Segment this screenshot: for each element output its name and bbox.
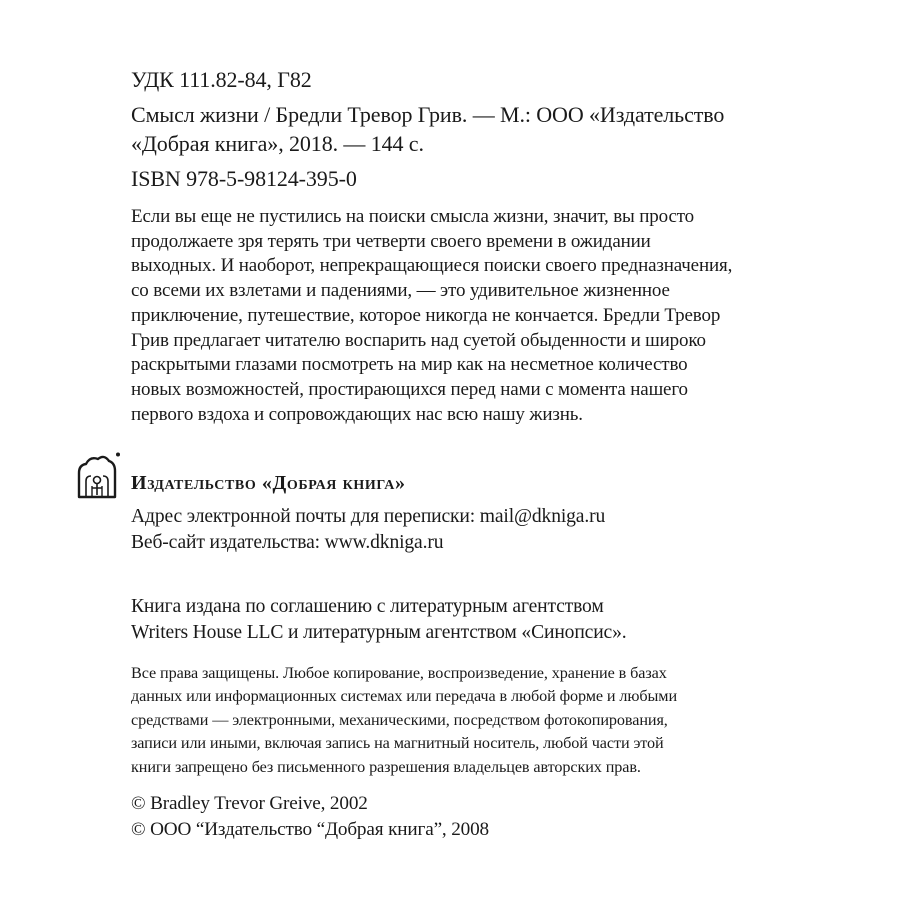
annotation-line: новых возможностей, простирающихся перед нами с момента нашего [131,378,688,400]
annotation-line: продолжаете зря терять три четверти своего времени в ожидании [131,230,651,252]
citation-block [131,100,851,158]
publisher-logo-icon [74,451,120,499]
isbn-line: ISBN 978-5-98124-395-0 [131,166,357,191]
publisher-name-block [131,470,851,496]
publisher-contacts [131,504,851,556]
rights-line: Все права защищены. Любое копирование, воспроизведение, хранение в базах [131,664,667,682]
isbn-block [131,164,851,193]
rights-line: книги запрещено без письменного разрешения владельцев авторских прав. [131,757,641,776]
imprint-block [131,65,851,94]
publisher-name: Издательство «Добрая книга» [131,472,406,494]
annotation-line: выходных. И наоборот, непрекращающиеся поиски своего предназначения, [131,255,733,277]
rights-line: записи или иными, включая запись на магнитный носитель, любой части этой [131,734,664,753]
agreement-line: Книга издана по соглашению с литературным агентством [131,596,604,617]
annotation-line: приключение, путешествие, которое никогда не кончается. Бредли Тревор [131,304,721,326]
citation-line: «Добрая книга», 2018. — 144 с. [131,131,424,156]
citation-line: Смысл жизни / Бредли Тревор Грив. — М.: ООО «Издательство [131,102,725,127]
rights-line: данных или информационных системах или передача в любой форме и любыми [131,687,678,706]
copyright-line: © Bradley Trevor Greive, 2002 [131,793,368,814]
agreement-paragraph [131,594,851,646]
copyright-line: © ООО “Издательство “Добрая книга”, 2008 [131,819,489,840]
rights-line: средствами — электронными, механическими, посредством фотокопирования, [131,710,668,729]
publisher-email: Адрес электронной почты для переписки: mail@dkniga.ru [131,506,606,527]
annotation-line: раскрытыми глазами посмотреть на мир как на несметное количество [131,354,688,376]
copyright-notices [131,791,851,843]
rights-paragraph [131,662,851,779]
annotation-line: первого вздоха и сопровождающих нас всю нашу жизнь. [131,403,583,425]
annotation-line: Если вы еще не пустились на поиски смысла жизни, значит, вы просто [131,206,694,227]
publisher-website: Веб-сайт издательства: www.dkniga.ru [131,532,444,553]
udk-line: УДК 111.82-84, Г82 [131,67,312,92]
annotation-line: Грив предлагает читателю воспарить над суетой обыденности и широко [131,329,706,351]
annotation-line: со всеми их взлетами и падениями, — это удивительное жизненное [131,280,670,302]
annotation-paragraph [131,205,851,427]
agreement-line: Writers House LLC и литературным агентством «Синопсис». [131,622,627,643]
